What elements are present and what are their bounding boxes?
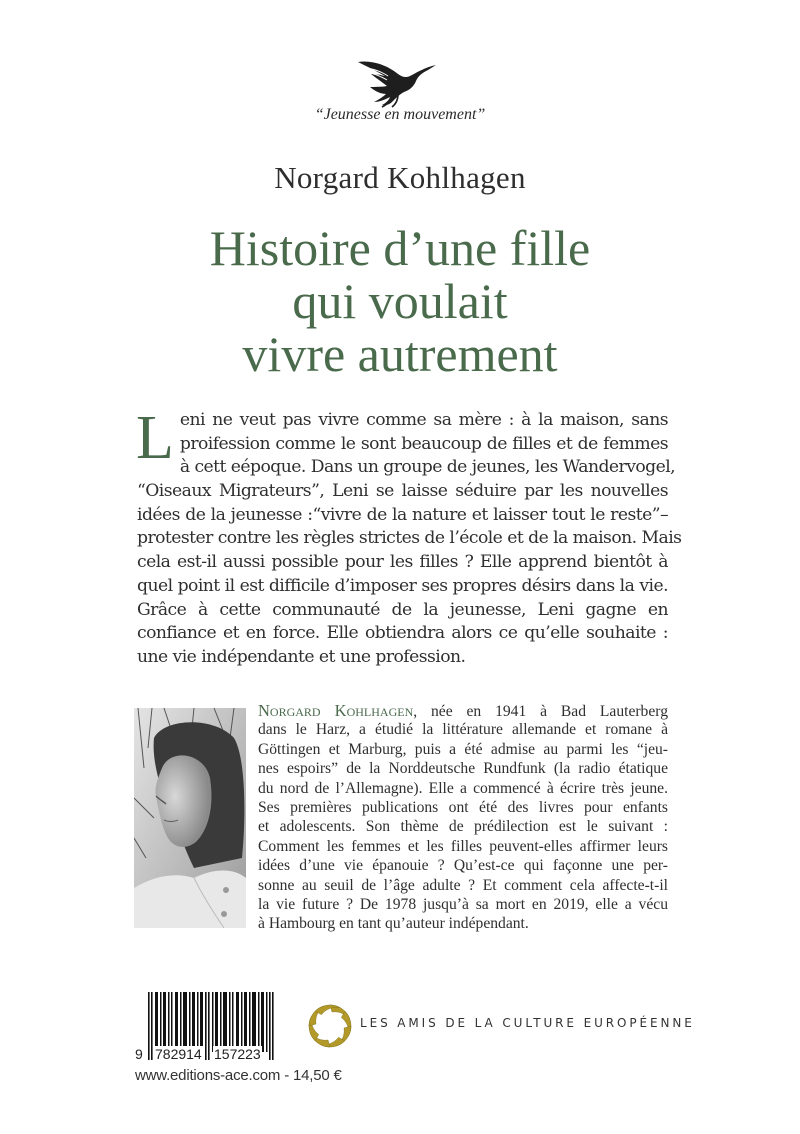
blurb-line: idées de la jeunesse :“vivre de la nature et laisser tout le reste”– xyxy=(137,504,668,525)
blurb-line: une vie indépendante et une profession. xyxy=(137,646,466,667)
bio-line: du nord de l’Allemagne). Elle a commencé à écrire très jeune. xyxy=(258,779,668,797)
blurb-line: “Oiseaux Migrateurs”, Leni se laisse séduire par les nouvelles xyxy=(137,481,668,502)
title-line: Histoire d’une fille xyxy=(209,220,591,276)
isbn-number xyxy=(134,1046,286,1062)
blurb-line: à cett eépoque. Dans un groupe de jeunes, les Wandervogel, xyxy=(179,457,676,478)
isbn-prefix: 9 xyxy=(135,1046,143,1062)
blurb-line: proifession comme le sont beaucoup de filles et de femmes xyxy=(179,433,668,454)
bio-line: à Hambourg en tant qu’auteur indépendant. xyxy=(258,915,529,933)
bio-line: dans le Harz, a étudié la littérature allemande et romane à xyxy=(258,721,668,739)
book-title xyxy=(0,222,800,381)
series-motto: “Jeunesse en mouvement” xyxy=(314,106,486,123)
blurb-line: quel point il est difficile d’imposer ses propres désirs dans la vie. xyxy=(137,575,668,596)
title-line: vivre autrement xyxy=(242,326,558,382)
bio-line: Comment les femmes et les filles peuvent-elles affirmer leurs xyxy=(258,837,668,855)
bio-line: sonne au seuil de l’âge adulte ? Et comment cela affecte-t-il xyxy=(258,876,668,894)
bio-text: , née en 1941 à Bad Lauterberg xyxy=(413,703,668,720)
blurb-line: Grâce à cette communauté de la jeunesse, Leni gagne en xyxy=(137,599,668,620)
bio-line: et adolescents. Son thème de prédilection est le suivant : xyxy=(258,818,668,836)
website-and-price: www.editions-ace.com - 14,50 € xyxy=(135,1067,342,1084)
golden-swirl-icon xyxy=(307,1003,353,1049)
drop-cap: L xyxy=(136,404,174,472)
flying-bird-icon xyxy=(356,54,438,108)
isbn-group-1: 782914 xyxy=(155,1046,202,1062)
author-portrait xyxy=(134,708,246,928)
author-name: Norgard Kohlhagen xyxy=(274,160,526,195)
bio-author-name: Norgard Kohlhagen xyxy=(258,701,414,720)
bio-line: idées d’une vie épanouie ? Qu’est-ce qui façonne une per- xyxy=(258,857,668,875)
isbn-group-2: 157223 xyxy=(214,1046,261,1062)
bio-line xyxy=(258,701,668,720)
bio-line: nes espoirs” de la Norddeutsche Rundfunk (la radio étatique xyxy=(258,760,668,778)
blurb-line: cela est-il aussi possible pour les filles ? Elle apprend bientôt à xyxy=(137,552,668,573)
blurb-line: protester contre les règles strictes de l’école et de la maison. Mais xyxy=(137,528,682,549)
publisher-name: LES AMIS DE LA CULTURE EUROPÉENNE xyxy=(360,1016,695,1030)
bio-line: la vie future ? De 1978 jusqu’à sa mort en 2019, elle a vécu xyxy=(258,895,668,913)
author-bio xyxy=(258,701,668,934)
book-blurb xyxy=(136,404,682,670)
blurb-line: confiance et en force. Elle obtiendra alors ce qu’elle souhaite : xyxy=(137,623,668,644)
blurb-line: eni ne veut pas vivre comme sa mère : à la maison, sans xyxy=(179,410,668,430)
title-line: qui voulait xyxy=(292,273,508,329)
bio-line: Göttingen et Marburg, puis a été admise au parmi les “jeu- xyxy=(258,740,668,758)
bio-line: Ses premières publications ont été des livres pour enfants xyxy=(258,798,668,816)
